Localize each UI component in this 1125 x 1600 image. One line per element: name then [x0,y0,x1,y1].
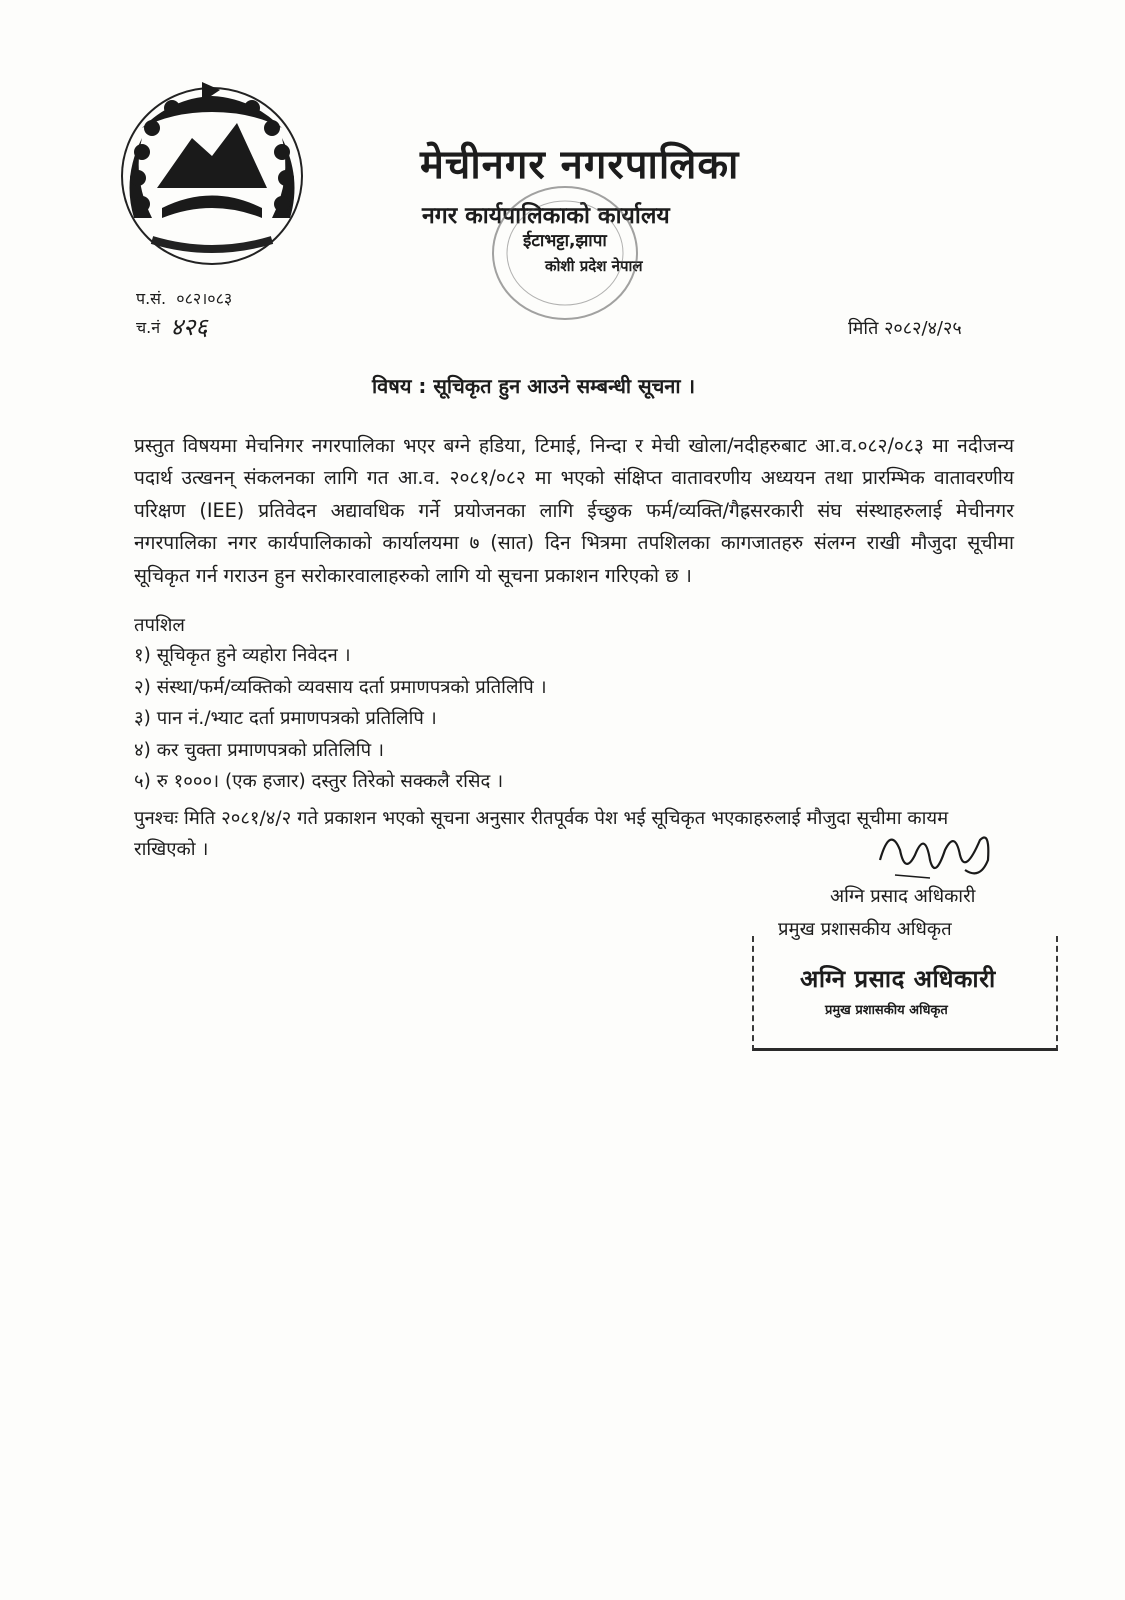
letter-date: मिति २०८२/४/२५ [848,318,962,339]
handwritten-signature [870,820,1000,890]
tapasil-heading: तपशिल [134,615,185,636]
chalani-number [136,310,208,343]
list-item: १) सूचिकृत हुने व्यहोरा निवेदन । [134,645,351,666]
list-item: ४) कर चुक्ता प्रमाणपत्रको प्रतिलिपि । [134,739,385,761]
signatory-name: अग्नि प्रसाद अधिकारी [830,886,976,907]
office-name: नगर कार्यपालिकाको कार्यालय [422,203,670,229]
nepal-emblem-icon [112,68,312,268]
patra-sankhya-label: प.सं. [136,289,167,308]
office-seal-stamp-icon [480,178,650,328]
list-item: २) संस्था/फर्म/व्यक्तिको व्यवसाय दर्ता प्रमाणपत्रको प्रतिलिपि । [134,676,547,698]
list-item: ५) रु १०००। (एक हजार) दस्तुर तिरेको सक्कलै रसिद । [134,771,504,792]
document-list [134,640,547,798]
signatory-title: प्रमुख प्रशासकीय अधिकृत [778,919,952,940]
notice-body: प्रस्तुत विषयमा मेचनिगर नगरपालिका भएर बग्ने हडिया, टिमाई, निन्दा र मेची खोला/नदीहरुबाट आ.व.०८२/०८३ मा नदीजन्य पदार्थ उत्खनन् संकलनका लागि गत आ.व. २०८१/०८२ मा भएको संक्षिप्त वातावरणीय अध्ययन तथा प्रारम्भिक वातावरणीय परिक्षण (IEE) प्रतिवेदन अद्यावधिक गर्ने प्रयोजनका लागि ईच्छुक फर्म/व्यक्ति/गैह्रसरकारी संघ संस्थाहरुलाई मेचीनगर नगरपालिका नगर कार्यपालिकाको कार्यालयमा ७ (सात) दिन भित्रमा तपशिलका कागजातहरु संलग्न राखी मौजुदा सूचीमा सूचिकृत गर्न गराउन हुन सरोकारवालाहरुको लागि यो सूचना प्रकाशन गरिएको छ । [134,434,1014,587]
stamp-name: अग्नि प्रसाद अधिकारी [800,965,996,993]
chalani-label: च.नं [136,318,161,337]
chalani-value: ४२६ [170,313,208,341]
address-line-1: ईटाभट्टा,झापा [523,231,607,251]
postscript: पुनश्चः मिति २०८१/४/२ गते प्रकाशन भएको सूचना अनुसार रीतपूर्वक पेश भई सूचिकृत भएकाहरुलाई मौजुदा सूचीमा कायम राखिएको । [134,808,949,860]
stamp-title: प्रमुख प्रशासकीय अधिकृत [825,1003,948,1018]
subject-line: विषय : सूचिकृत हुन आउने सम्बन्धी सूचना । [372,374,696,398]
organization-name: मेचीनगर नगरपालिका [420,142,740,188]
patra-sankhya-value: ०८२।०८३ [176,289,233,308]
list-item: ३) पान नं./भ्याट दर्ता प्रमाणपत्रको प्रतिलिपि । [134,708,437,729]
patra-sankhya [136,287,232,309]
address-line-2: कोशी प्रदेश नेपाल [545,257,643,275]
